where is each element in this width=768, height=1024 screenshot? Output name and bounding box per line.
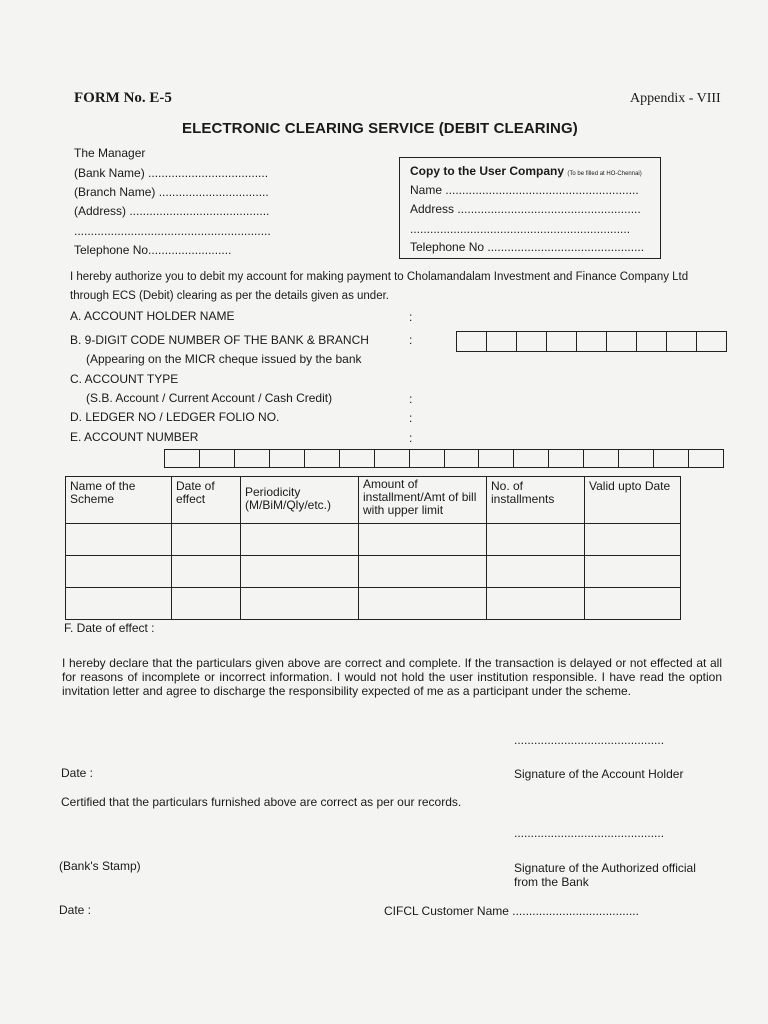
table-cell[interactable] [66, 556, 172, 588]
date-of-effect-label: F. Date of effect : [64, 621, 155, 635]
table-cell[interactable] [66, 524, 172, 556]
form-title: ELECTRONIC CLEARING SERVICE (DEBIT CLEARING) [182, 120, 578, 137]
digit-cell[interactable] [619, 450, 654, 467]
table-cell[interactable] [359, 556, 487, 588]
table-header-row [66, 477, 681, 524]
column-header-periodicity: Periodicity (M/BiM/Qly/etc.) [241, 477, 359, 524]
manager-label: The Manager [74, 146, 146, 160]
digit-cell[interactable] [689, 450, 723, 467]
account-type-note: (S.B. Account / Current Account / Cash Credit) [86, 391, 333, 405]
digit-cell[interactable] [479, 450, 514, 467]
official-signature-line[interactable]: ............................................. [514, 826, 665, 840]
table-cell[interactable] [241, 556, 359, 588]
official-signature-label-line2: from the Bank [514, 875, 589, 889]
digit-cell[interactable] [549, 450, 584, 467]
digit-cell[interactable] [410, 450, 445, 467]
certification-text: Certified that the particulars furnished above are correct as per our records. [61, 795, 462, 809]
digit-cell[interactable] [165, 450, 200, 467]
table-cell[interactable] [66, 588, 172, 620]
digit-cell[interactable] [607, 332, 637, 351]
table-cell[interactable] [487, 556, 585, 588]
address-line2-field[interactable]: ........................................................... [74, 224, 271, 238]
digit-cell[interactable] [200, 450, 235, 467]
digit-cell[interactable] [577, 332, 607, 351]
appendix-label: Appendix - VIII [630, 91, 721, 106]
table-cell[interactable] [487, 524, 585, 556]
copy-telephone-field[interactable]: Telephone No ............................................... [410, 240, 645, 254]
column-header-installments: No. of installments [487, 477, 585, 524]
colon: : [409, 392, 413, 406]
digit-cell[interactable] [445, 450, 480, 467]
bank-code-label: B. 9-DIGIT CODE NUMBER OF THE BANK & BRANCH [70, 333, 369, 347]
table-cell[interactable] [172, 556, 241, 588]
bank-code-note: (Appearing on the MICR cheque issued by the bank [86, 352, 362, 366]
bank-stamp-label: (Bank's Stamp) [59, 859, 141, 873]
digit-cell[interactable] [584, 450, 619, 467]
date-label: Date : [59, 903, 92, 917]
table-cell[interactable] [172, 524, 241, 556]
ledger-no-label: D. LEDGER NO / LEDGER FOLIO NO. [70, 410, 280, 424]
account-number-input[interactable] [164, 449, 724, 468]
digit-cell[interactable] [487, 332, 517, 351]
copy-to-user-company-box [399, 157, 661, 259]
copy-box-heading-text: Copy to the User Company [410, 164, 565, 178]
declaration-text: I hereby declare that the particulars given above are correct and complete. If the transaction is delayed or not effected at all for reasons of incomplete or incorrect information. I would not hold the user institution responsible. I have read the option invitation letter and agree to discharge the responsibility expected of me as a participant under the scheme. [62, 656, 722, 698]
digit-cell[interactable] [654, 450, 689, 467]
table-cell[interactable] [359, 588, 487, 620]
digit-cell[interactable] [340, 450, 375, 467]
account-holder-name-label: A. ACCOUNT HOLDER NAME [70, 309, 235, 323]
account-holder-signature-line[interactable]: ............................................. [514, 733, 665, 747]
digit-cell[interactable] [517, 332, 547, 351]
form-number: FORM No. E-5 [74, 90, 172, 106]
authorization-line1: I hereby authorize you to debit my account for making payment to Cholamandalam Investment and Finance Company Ltd [70, 271, 689, 283]
customer-name-field[interactable]: CIFCL Customer Name ...................................... [384, 904, 639, 918]
column-header-date-of-effect: Date of effect [172, 477, 241, 524]
copy-box-heading [410, 164, 642, 178]
digit-cell[interactable] [667, 332, 697, 351]
colon: : [409, 333, 413, 347]
digit-cell[interactable] [305, 450, 340, 467]
official-signature-label: Signature of the Authorized official [514, 861, 696, 875]
branch-name-field[interactable]: (Branch Name) ................................. [74, 185, 269, 199]
address-field[interactable]: (Address) .......................................... [74, 204, 270, 218]
account-holder-signature-label: Signature of the Account Holder [514, 767, 684, 781]
table-cell[interactable] [241, 524, 359, 556]
colon: : [409, 411, 413, 425]
telephone-field[interactable]: Telephone No......................... [74, 243, 232, 257]
account-type-label: C. ACCOUNT TYPE [70, 372, 179, 386]
column-header-scheme: Name of the Scheme [66, 477, 172, 524]
copy-name-field[interactable]: Name .......................................................... [410, 183, 639, 197]
digit-cell[interactable] [514, 450, 549, 467]
table-row [66, 588, 681, 620]
account-number-label: E. ACCOUNT NUMBER [70, 430, 199, 444]
digit-cell[interactable] [637, 332, 667, 351]
colon: : [409, 431, 413, 445]
column-header-valid-upto: Valid upto Date [585, 477, 681, 524]
digit-cell[interactable] [235, 450, 270, 467]
digit-cell[interactable] [457, 332, 487, 351]
authorization-line2: through ECS (Debit) clearing as per the details given as under. [70, 290, 389, 302]
digit-cell[interactable] [270, 450, 305, 467]
table-cell[interactable] [172, 588, 241, 620]
column-header-amount: Amount of installment/Amt of bill with upper limit [359, 477, 487, 524]
digit-cell[interactable] [697, 332, 726, 351]
copy-address-line2-field[interactable]: .................................................................. [410, 222, 631, 236]
colon: : [409, 310, 413, 324]
date-label: Date : [61, 766, 94, 780]
bank-name-field[interactable]: (Bank Name) .................................... [74, 166, 269, 180]
table-cell[interactable] [487, 588, 585, 620]
table-cell[interactable] [241, 588, 359, 620]
table-row [66, 556, 681, 588]
scheme-table [65, 476, 681, 620]
table-cell[interactable] [359, 524, 487, 556]
copy-address-field[interactable]: Address ....................................................... [410, 202, 641, 216]
table-cell[interactable] [585, 556, 681, 588]
digit-cell[interactable] [547, 332, 577, 351]
digit-cell[interactable] [375, 450, 410, 467]
copy-box-heading-note: (To be filled at HO-Chennai) [567, 171, 642, 177]
table-row [66, 524, 681, 556]
table-cell[interactable] [585, 524, 681, 556]
bank-code-input[interactable] [456, 331, 727, 352]
table-cell[interactable] [585, 588, 681, 620]
